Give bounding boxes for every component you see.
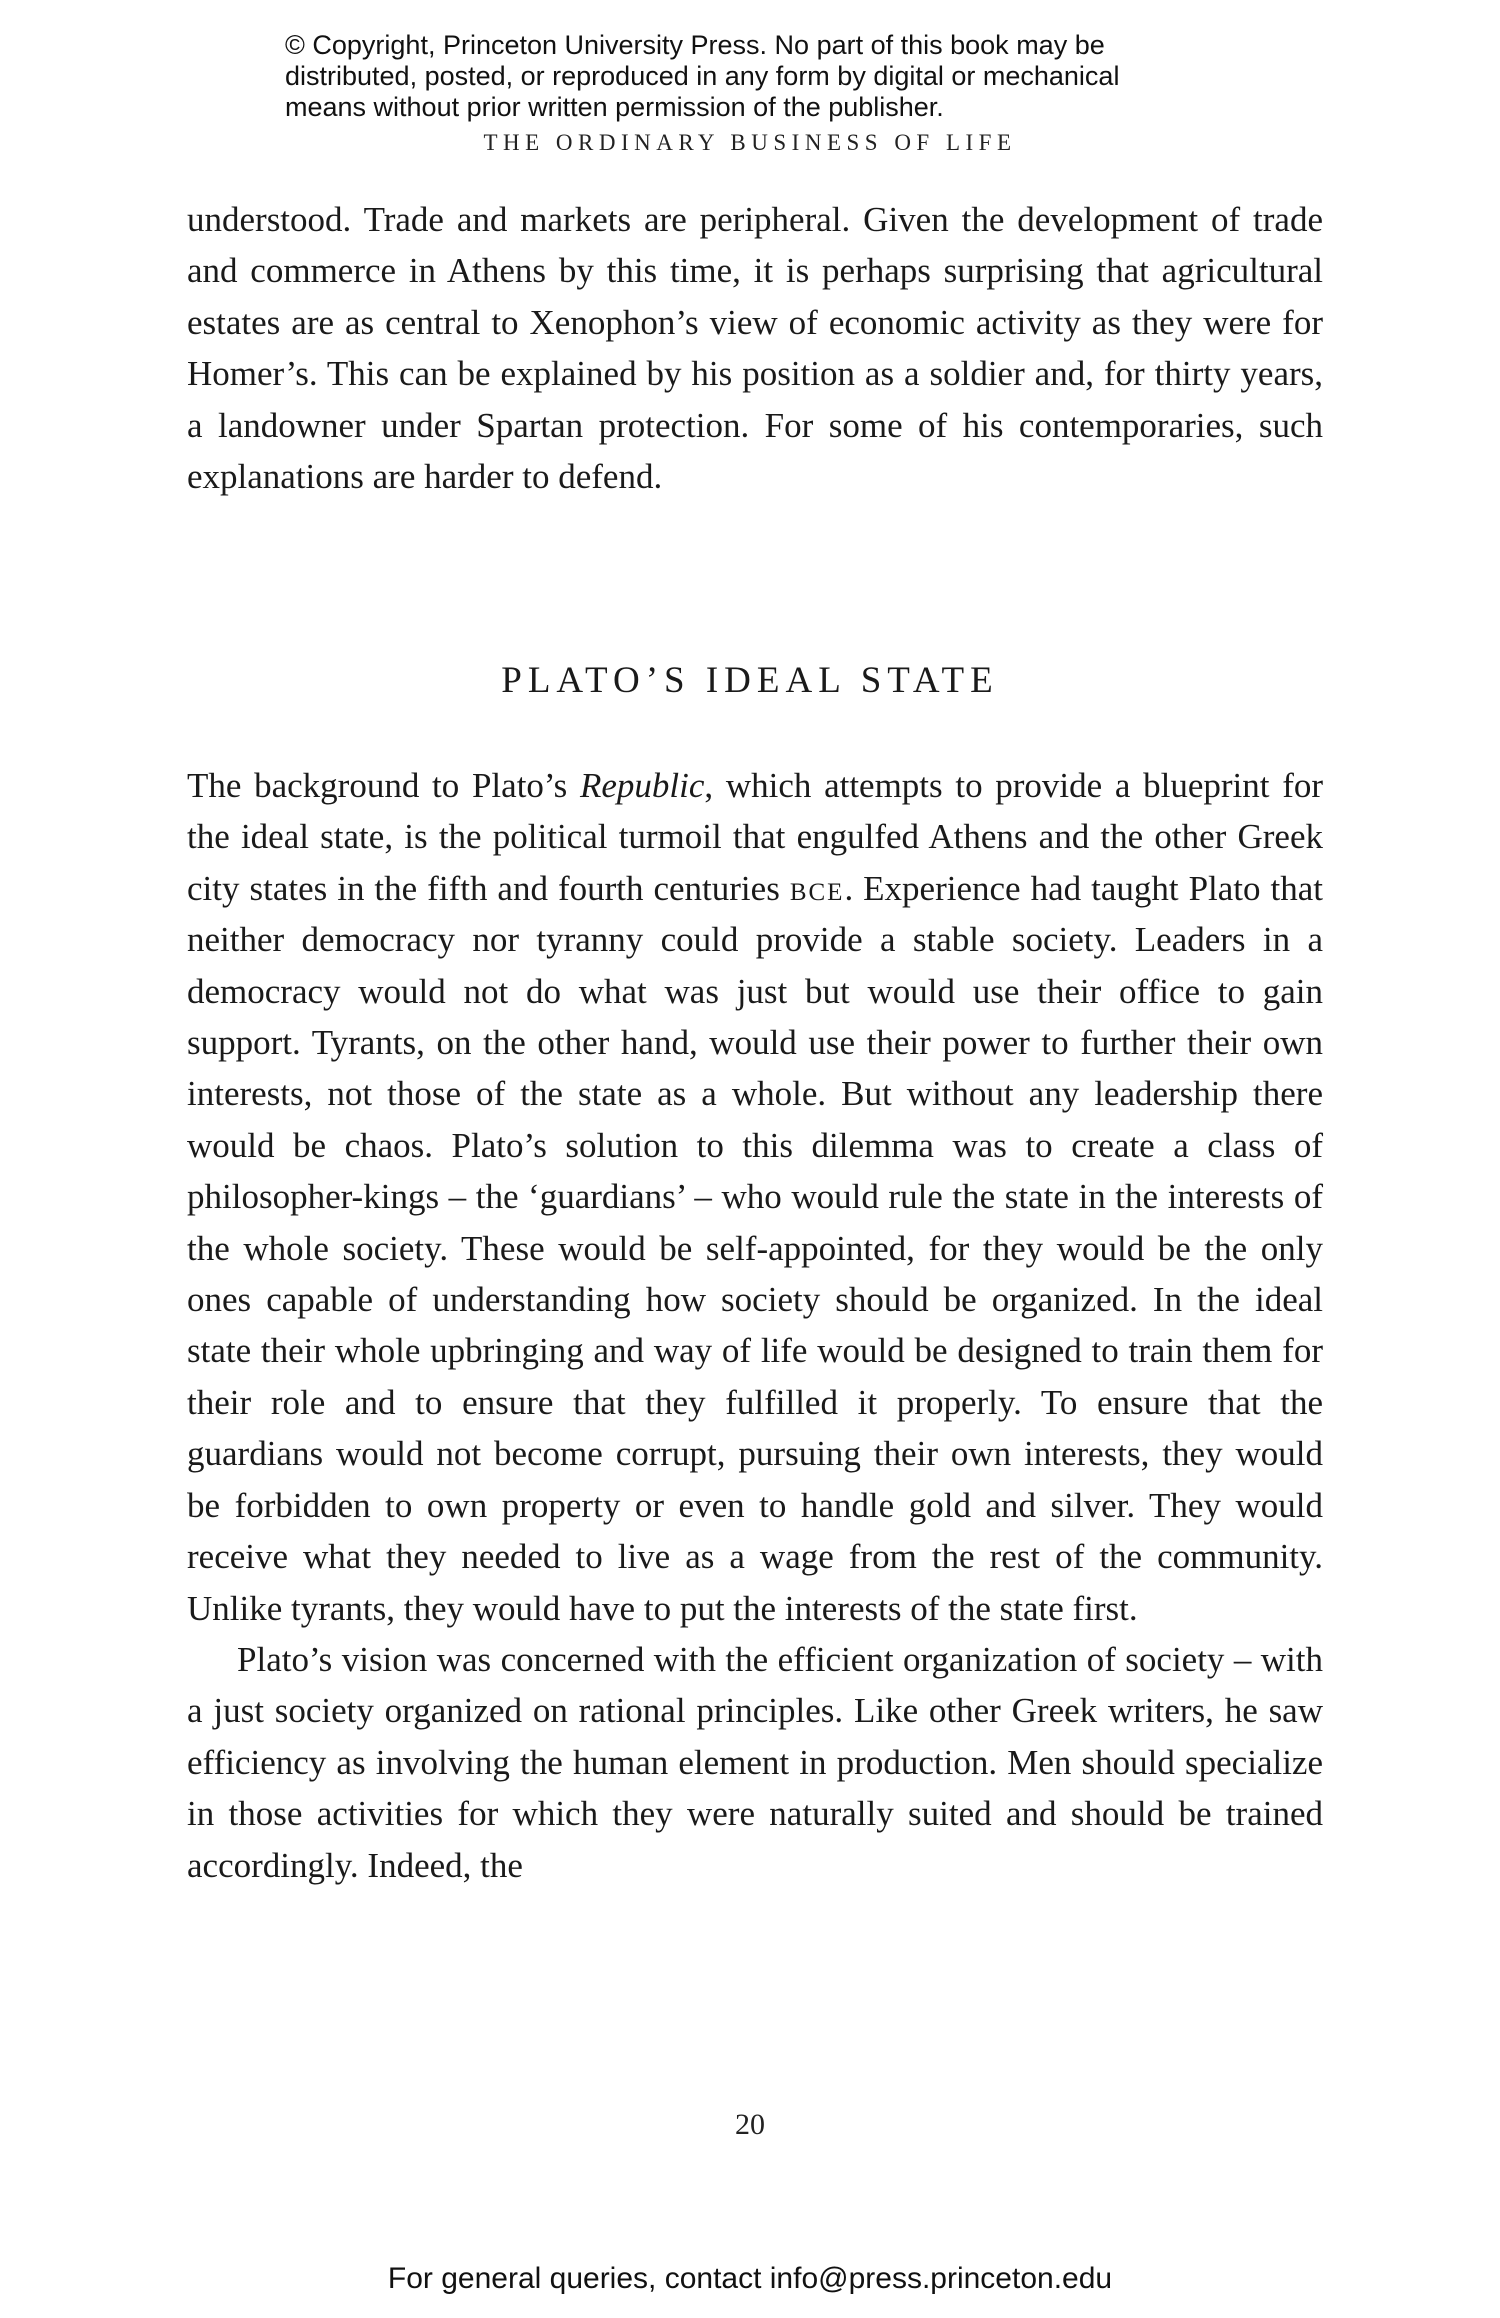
contact-footer: For general queries, contact info@press.princeton.edu (387, 2262, 1113, 2295)
copyright-notice (285, 30, 1285, 123)
paragraph-2-body: . Experience had taught Plato that neither democracy nor tyranny could provide a stable society. Leaders in a democracy would not do what was just but would use their office to gain support. Tyrants, on the other hand, would use their power to further their own interests, not those of the state as a whole. But without any leadership there would be chaos. Plato’s solution to this dilemma was to create a class of philosopher-kings – the ‘guardians’ – who would rule the state in the interests of the whole society. These would be self-appointed, for they would be the only ones capable of understanding how society should be organized. In the ideal state their whole upbringing and way of life would be designed to train them for their role and to ensure that they fulfilled it properly. To ensure that the guardians would not become corrupt, pursuing their own interests, they would be forbidden to own property or even to handle gold and silver. They would receive what they needed to live as a wage from the rest of the community. Unlike tyrants, they would have to put the interests of the state first. (187, 868, 1323, 1628)
text-block-main (187, 760, 1323, 1891)
section-heading: PLATO’S IDEAL STATE (501, 660, 999, 701)
copyright-line-2: distributed, posted, or reproduced in any form by digital or mechanical (285, 61, 1120, 91)
copyright-line-1: © Copyright, Princeton University Press. No part of this book may be (285, 30, 1105, 60)
body-paragraph-2 (187, 760, 1323, 1634)
paragraph-2-intro: The background to Plato’s (187, 766, 580, 805)
body-paragraph-1: understood. Trade and markets are peripheral. Given the development of trade and commerce in Athens by this time, it is perhaps surprising that agricultural estates are as central to Xenophon’s view of economic activity as they were for Homer’s. This can be explained by his position as a soldier and, for thirty years, a landowner under Spartan protection. For some of his contemporaries, such explanations are harder to defend. (187, 200, 1323, 497)
book-title-republic: Republic (579, 766, 705, 805)
copyright-line-3: means without prior written permission of the publisher. (285, 92, 944, 122)
running-head: THE ORDINARY BUSINESS OF LIFE (483, 130, 1017, 155)
text-block-top (187, 194, 1323, 502)
paragraph-2-context: , which attempts to provide a blueprint for the ideal state, is the political turmoil that engulfed Athens and the other Greek city states in the fifth and fourth centuries (187, 766, 1324, 908)
page-number: 20 (735, 2108, 765, 2141)
era-abbreviation: bce (789, 868, 845, 908)
body-paragraph-3: Plato’s vision was concerned with the efficient organization of society – with a just society organized on rational principles. Like other Greek writers, he saw efficiency as involving the human element in production. Men should specialize in those activities for which they were naturally suited and should be trained accordingly. Indeed, the (187, 1639, 1323, 1885)
